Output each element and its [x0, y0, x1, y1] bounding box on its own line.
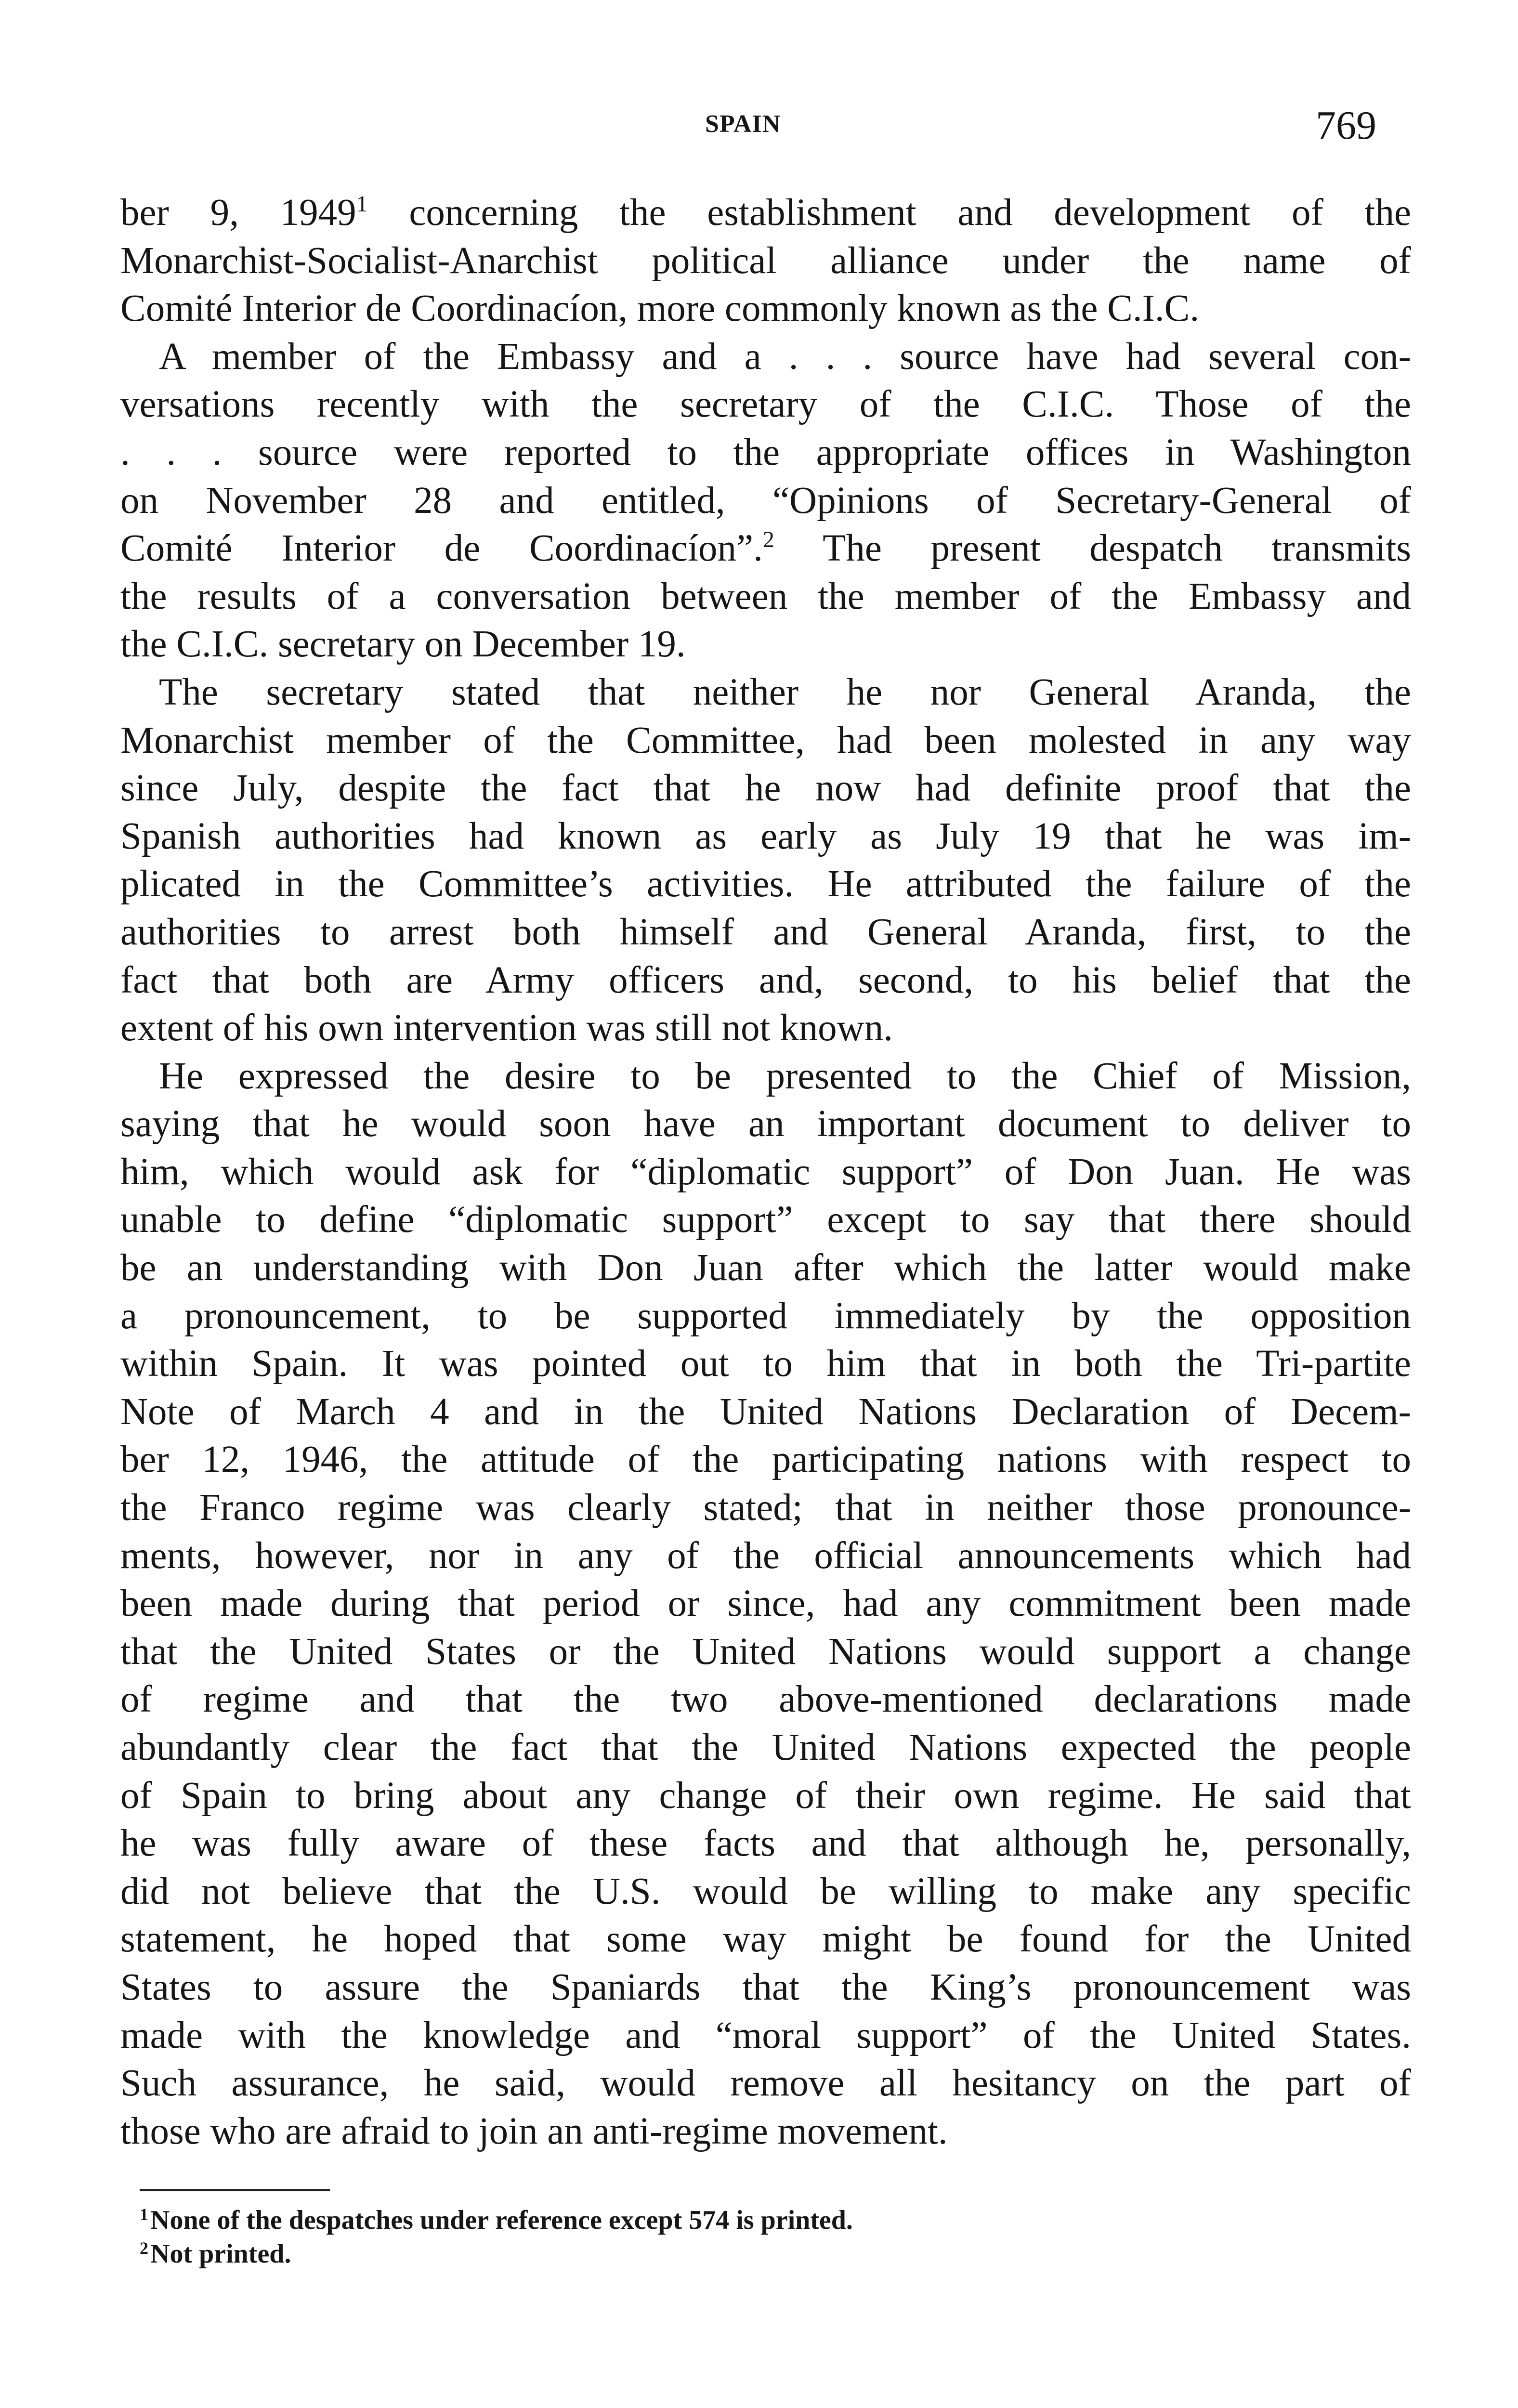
footnote-ref: 2: [762, 527, 774, 553]
text-line: . . . source were reported to the appropriate offices in Washington: [120, 431, 1411, 473]
text-line: unable to define “diplomatic support” except to say that there should: [120, 1199, 1411, 1241]
text-line: within Spain. It was pointed out to him that in both the Tri-partite: [120, 1343, 1411, 1385]
footnote-marker: 1: [140, 2205, 148, 2224]
footnote-2: [140, 2237, 853, 2271]
text-line: [120, 524, 1411, 573]
text-line: since July, despite the fact that he now had definite proof that the: [120, 767, 1411, 810]
text-line: did not believe that the U.S. would be willing to make any specific: [120, 1870, 1411, 1912]
text-line: Monarchist member of the Committee, had been molested in any way: [120, 719, 1411, 761]
paragraph: [120, 189, 1411, 333]
footnote-text: Not printed.: [150, 2239, 291, 2269]
text-line: [120, 189, 1411, 237]
text-line: Monarchist-Socialist-Anarchist political alliance under the name of: [120, 239, 1411, 282]
text-line: the results of a conversation between the member of the Embassy and: [120, 575, 1411, 617]
text-line: A member of the Embassy and a . . . source have had several con-: [159, 335, 1411, 378]
text-line: authorities to arrest both himself and General Aranda, first, to the: [120, 911, 1411, 953]
text-line: Spanish authorities had known as early as July 19 that he was im-: [120, 815, 1411, 857]
text-line: statement, he hoped that some way might be found for the United: [120, 1918, 1411, 1961]
paragraph: [120, 1052, 1411, 2156]
footnote-marker: 2: [140, 2238, 148, 2258]
text-line: fact that both are Army officers and, second, to his belief that the: [120, 959, 1411, 1001]
text-line: plicated in the Committee’s activities. He attributed the failure of the: [120, 863, 1411, 905]
paragraph: [120, 333, 1411, 668]
footnote-1: [140, 2203, 853, 2237]
text-line: abundantly clear the fact that the United Nations expected the people: [120, 1727, 1411, 1768]
text-line: ber 12, 1946, the attitude of the participating nations with respect to: [120, 1439, 1411, 1481]
text-line: been made during that period or since, had any commitment been made: [120, 1583, 1411, 1625]
text-segment: The present despatch transmits: [823, 527, 1412, 570]
text-line: him, which would ask for “diplomatic support” of Don Juan. He was: [120, 1151, 1411, 1193]
footnote-text: None of the despatches under reference except 574 is printed.: [150, 2205, 853, 2235]
footnote-divider: [140, 2189, 330, 2191]
text-line: the C.I.C. secretary on December 19.: [120, 623, 686, 666]
footnote-ref: 1: [356, 191, 368, 217]
text-segment: Comité Interior de Coordinacíon”.: [120, 527, 763, 570]
text-line: the Franco regime was clearly stated; that in neither those pronounce-: [120, 1487, 1411, 1529]
text-line: ments, however, nor in any of the official announcements which had: [120, 1534, 1411, 1577]
text-segment: ber 9, 1949: [120, 192, 356, 234]
text-line: versations recently with the secretary of the C.I.C. Those of the: [120, 383, 1411, 426]
text-line: a pronouncement, to be supported immediately by the opposition: [120, 1295, 1411, 1337]
text-line: He expressed the desire to be presented to the Chief of Mission,: [159, 1055, 1411, 1097]
page-number: 769: [1316, 103, 1376, 148]
text-line: be an understanding with Don Juan after which the latter would make: [120, 1247, 1411, 1289]
text-line: extent of his own intervention was still not known.: [120, 1007, 893, 1049]
paragraph: [120, 668, 1411, 1052]
text-line: saying that he would soon have an important document to deliver to: [120, 1103, 1411, 1145]
text-line: that the United States or the United Nations would support a change: [120, 1630, 1411, 1673]
text-line: Comité Interior de Coordinacíon, more commonly known as the C.I.C.: [120, 288, 1200, 330]
text-line: The secretary stated that neither he nor General Aranda, the: [159, 671, 1411, 713]
text-line: Such assurance, he said, would remove all hesitancy on the part of: [120, 2062, 1411, 2105]
text-line: of regime and that the two above-mentioned declarations made: [120, 1678, 1411, 1721]
text-line: those who are afraid to join an anti-regime movement.: [120, 2110, 948, 2152]
text-line: made with the knowledge and “moral support” of the United States.: [120, 2014, 1411, 2056]
text-line: on November 28 and entitled, “Opinions of Secretary-General of: [120, 479, 1411, 522]
text-segment: concerning the establishment and development of the: [409, 192, 1412, 234]
text-line: of Spain to bring about any change of their own regime. He said that: [120, 1774, 1411, 1817]
running-header-title: SPAIN: [705, 110, 781, 138]
text-line: States to assure the Spaniards that the King’s pronouncement was: [120, 1966, 1411, 2008]
text-line: he was fully aware of these facts and that although he, personally,: [120, 1822, 1411, 1865]
footnotes: [140, 2203, 853, 2271]
text-line: Note of March 4 and in the United Nations Declaration of Decem-: [120, 1390, 1411, 1433]
body-text: [120, 189, 1411, 2155]
